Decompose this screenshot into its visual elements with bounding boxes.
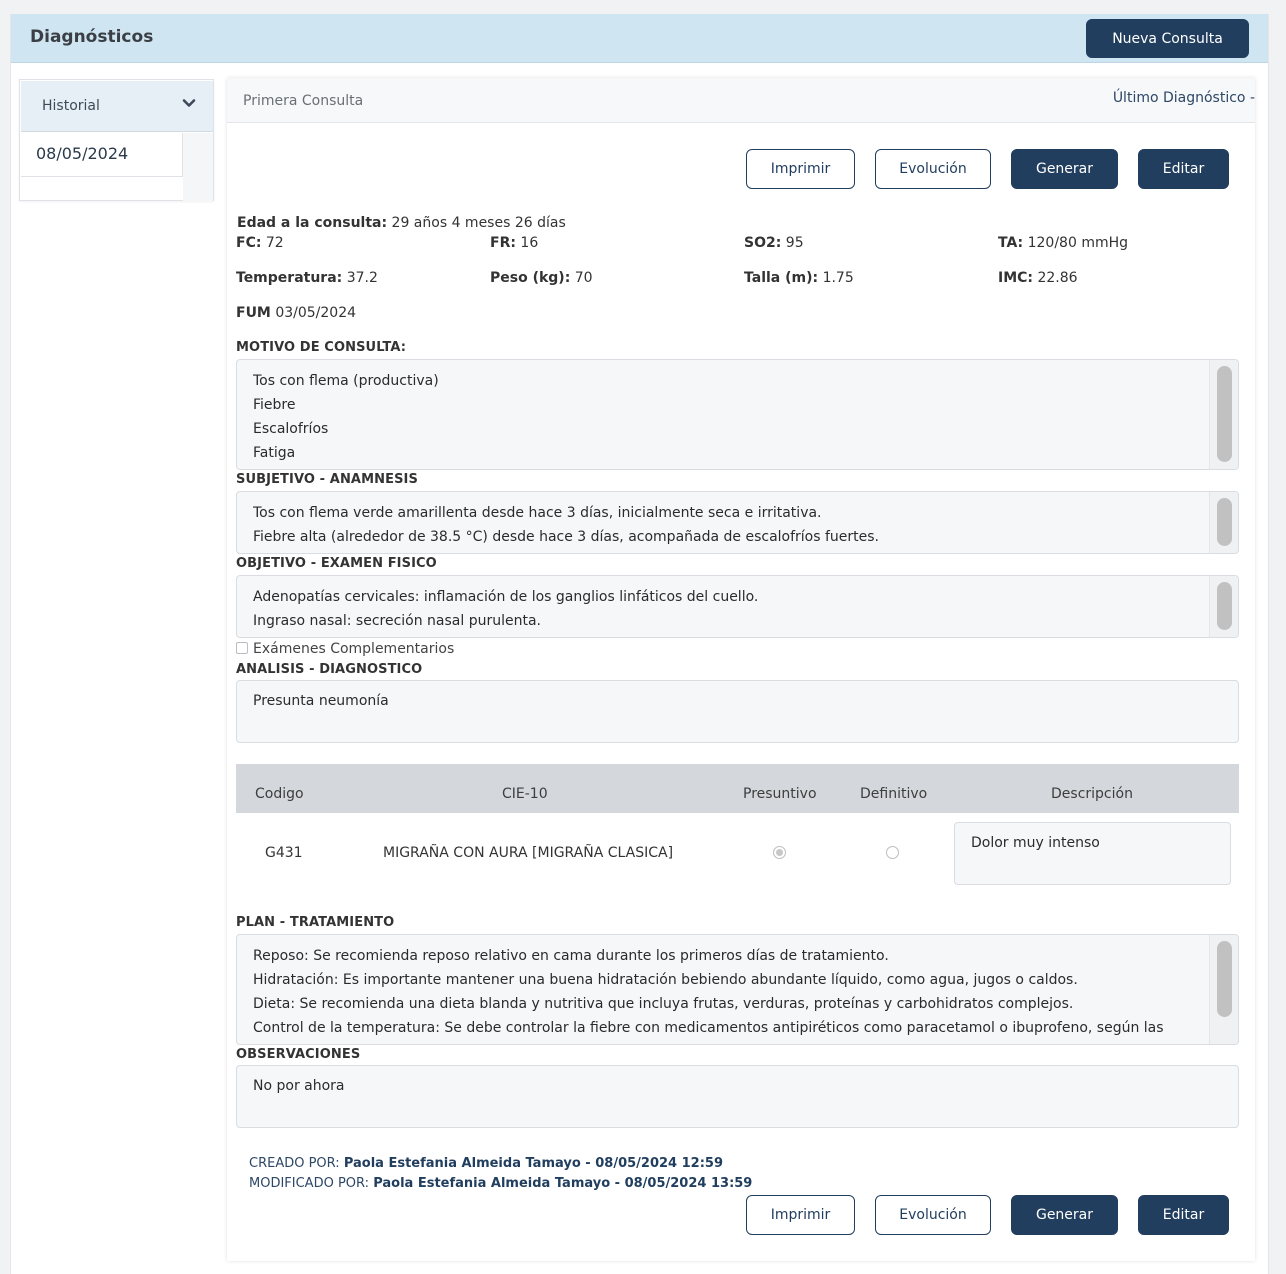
plan-line: Hidratación: Es importante mantener una buena hidratación bebiendo abundante líquido, como agua, jugos o caldos. bbox=[253, 972, 1078, 988]
history-panel bbox=[19, 79, 214, 201]
vital-temp bbox=[236, 270, 378, 286]
motivo-line: Fatiga bbox=[253, 445, 296, 461]
vital-so2 bbox=[744, 235, 804, 251]
page-title: Diagnósticos bbox=[30, 27, 154, 47]
history-dropdown[interactable] bbox=[21, 81, 213, 132]
description-field[interactable] bbox=[954, 822, 1231, 885]
description-text: Dolor muy intenso bbox=[971, 835, 1100, 851]
fr-value: 16 bbox=[520, 235, 539, 251]
evolution-button[interactable]: Evolución bbox=[875, 149, 991, 189]
subjetivo-line: Tos con flema verde amarillenta desde hace 3 días, inicialmente seca e irritativa. bbox=[253, 505, 822, 521]
motivo-scrollbar[interactable] bbox=[1209, 360, 1238, 469]
history-date-item[interactable] bbox=[21, 133, 183, 177]
generate-button[interactable]: Generar bbox=[1011, 149, 1118, 189]
fc-label: FC: bbox=[236, 235, 262, 251]
plan-line: Dieta: Se recomienda una dieta blanda y nutritiva que incluya frutas, verduras, proteínas y carbohidratos complejos. bbox=[253, 996, 1074, 1012]
vital-fc bbox=[236, 235, 284, 251]
observaciones-label: OBSERVACIONES bbox=[236, 1047, 361, 1062]
objetivo-line: Adenopatías cervicales: inflamación de los ganglios linfáticos del cuello. bbox=[253, 589, 759, 605]
temp-value: 37.2 bbox=[346, 270, 378, 286]
history-date-label: 08/05/2024 bbox=[36, 144, 129, 163]
scrollbar-thumb[interactable] bbox=[1217, 366, 1232, 462]
consultation-type: Primera Consulta bbox=[243, 93, 364, 109]
vital-peso bbox=[490, 270, 593, 286]
generate-button-bottom[interactable]: Generar bbox=[1011, 1195, 1118, 1235]
chevron-down-icon[interactable] bbox=[181, 95, 197, 111]
definitivo-radio[interactable] bbox=[886, 846, 899, 859]
evolution-button-bottom[interactable]: Evolución bbox=[875, 1195, 991, 1235]
plan-line: Reposo: Se recomienda reposo relativo en cama durante los primeros días de tratamiento. bbox=[253, 948, 889, 964]
age-row bbox=[237, 215, 566, 231]
motivo-label: MOTIVO DE CONSULTA: bbox=[236, 340, 407, 355]
col-codigo: Codigo bbox=[255, 786, 304, 802]
peso-label: Peso (kg): bbox=[490, 270, 571, 286]
main-panel bbox=[10, 14, 1269, 1274]
plan-label: PLAN - TRATAMIENTO bbox=[236, 915, 395, 930]
peso-value: 70 bbox=[574, 270, 593, 286]
modified-value: Paola Estefania Almeida Tamayo - 08/05/2024 13:59 bbox=[373, 1176, 753, 1191]
motivo-line: Escalofríos bbox=[253, 421, 329, 437]
vital-talla bbox=[744, 270, 854, 286]
scrollbar-thumb[interactable] bbox=[1217, 498, 1232, 546]
vital-fum bbox=[236, 305, 356, 321]
edit-button-bottom[interactable]: Editar bbox=[1138, 1195, 1229, 1235]
print-button[interactable]: Imprimir bbox=[746, 149, 855, 189]
created-value: Paola Estefania Almeida Tamayo - 08/05/2024 12:59 bbox=[343, 1156, 723, 1171]
vital-fr bbox=[490, 235, 538, 251]
modified-label: MODIFICADO POR: bbox=[249, 1176, 370, 1191]
objetivo-textarea[interactable] bbox=[236, 575, 1239, 638]
objetivo-label: OBJETIVO - EXAMEN FISICO bbox=[236, 556, 437, 571]
fr-label: FR: bbox=[490, 235, 516, 251]
last-diagnosis: Último Diagnóstico - bbox=[1112, 90, 1255, 106]
col-definitivo: Definitivo bbox=[860, 786, 928, 802]
observaciones-textarea[interactable] bbox=[236, 1065, 1239, 1128]
talla-value: 1.75 bbox=[822, 270, 854, 286]
consultation-header bbox=[227, 78, 1255, 123]
analisis-text: Presunta neumonía bbox=[253, 693, 389, 709]
objetivo-scrollbar[interactable] bbox=[1209, 576, 1238, 637]
row-code: G431 bbox=[265, 845, 303, 861]
print-button-bottom[interactable]: Imprimir bbox=[746, 1195, 855, 1235]
subjetivo-line: Fiebre alta (alrededor de 38.5 °C) desde hace 3 días, acompañada de escalofríos fuertes. bbox=[253, 529, 880, 545]
imc-label: IMC: bbox=[998, 270, 1034, 286]
edit-button[interactable]: Editar bbox=[1138, 149, 1229, 189]
subjetivo-scrollbar[interactable] bbox=[1209, 492, 1238, 553]
modified-by bbox=[249, 1176, 752, 1191]
complementarios-checkbox[interactable] bbox=[236, 642, 248, 654]
history-scrollbar[interactable] bbox=[183, 133, 213, 201]
so2-value: 95 bbox=[785, 235, 804, 251]
observaciones-text: No por ahora bbox=[253, 1078, 345, 1094]
presuntivo-radio[interactable] bbox=[773, 846, 786, 859]
plan-line: Control de la temperatura: Se debe controlar la fiebre con medicamentos antipiréticos como paracetamol o ibuprofeno, según las bbox=[253, 1020, 1164, 1036]
history-label: Historial bbox=[42, 98, 100, 114]
motivo-textarea[interactable] bbox=[236, 359, 1239, 470]
motivo-line: Fiebre bbox=[253, 397, 296, 413]
ta-label: TA: bbox=[998, 235, 1024, 251]
created-by bbox=[249, 1156, 723, 1171]
col-presuntivo: Presuntivo bbox=[743, 786, 817, 802]
objetivo-line: Ingraso nasal: secreción nasal purulenta. bbox=[253, 613, 542, 629]
subjetivo-textarea[interactable] bbox=[236, 491, 1239, 554]
consultation-card bbox=[227, 78, 1255, 1261]
so2-label: SO2: bbox=[744, 235, 782, 251]
fum-value: 03/05/2024 bbox=[275, 305, 357, 321]
imc-value: 22.86 bbox=[1037, 270, 1078, 286]
vital-ta bbox=[998, 235, 1128, 251]
subjetivo-label: SUBJETIVO - ANAMNESIS bbox=[236, 472, 418, 487]
analisis-textarea[interactable] bbox=[236, 680, 1239, 743]
fum-label: FUM bbox=[236, 305, 271, 321]
row-cie10: MIGRAÑA CON AURA [MIGRAÑA CLASICA] bbox=[383, 845, 674, 861]
talla-label: Talla (m): bbox=[744, 270, 819, 286]
age-value: 29 años 4 meses 26 días bbox=[391, 215, 566, 231]
new-consultation-button[interactable]: Nueva Consulta bbox=[1086, 19, 1249, 58]
plan-scrollbar[interactable] bbox=[1209, 935, 1238, 1044]
page-header bbox=[11, 14, 1268, 63]
fc-value: 72 bbox=[265, 235, 284, 251]
complementarios-label: Exámenes Complementarios bbox=[253, 641, 455, 657]
diagnosis-table-header bbox=[236, 764, 1239, 813]
vital-imc bbox=[998, 270, 1078, 286]
col-cie10: CIE-10 bbox=[502, 786, 548, 802]
col-descripcion: Descripción bbox=[1051, 786, 1133, 802]
created-label: CREADO POR: bbox=[249, 1156, 340, 1171]
analisis-label: ANALISIS - DIAGNOSTICO bbox=[236, 662, 423, 677]
plan-textarea[interactable] bbox=[236, 934, 1239, 1045]
motivo-line: Tos con flema (productiva) bbox=[253, 373, 439, 389]
age-label: Edad a la consulta: bbox=[237, 215, 388, 231]
ta-value: 120/80 mmHg bbox=[1027, 235, 1129, 251]
temp-label: Temperatura: bbox=[236, 270, 343, 286]
scrollbar-thumb[interactable] bbox=[1217, 941, 1232, 1017]
scrollbar-thumb[interactable] bbox=[1217, 582, 1232, 630]
